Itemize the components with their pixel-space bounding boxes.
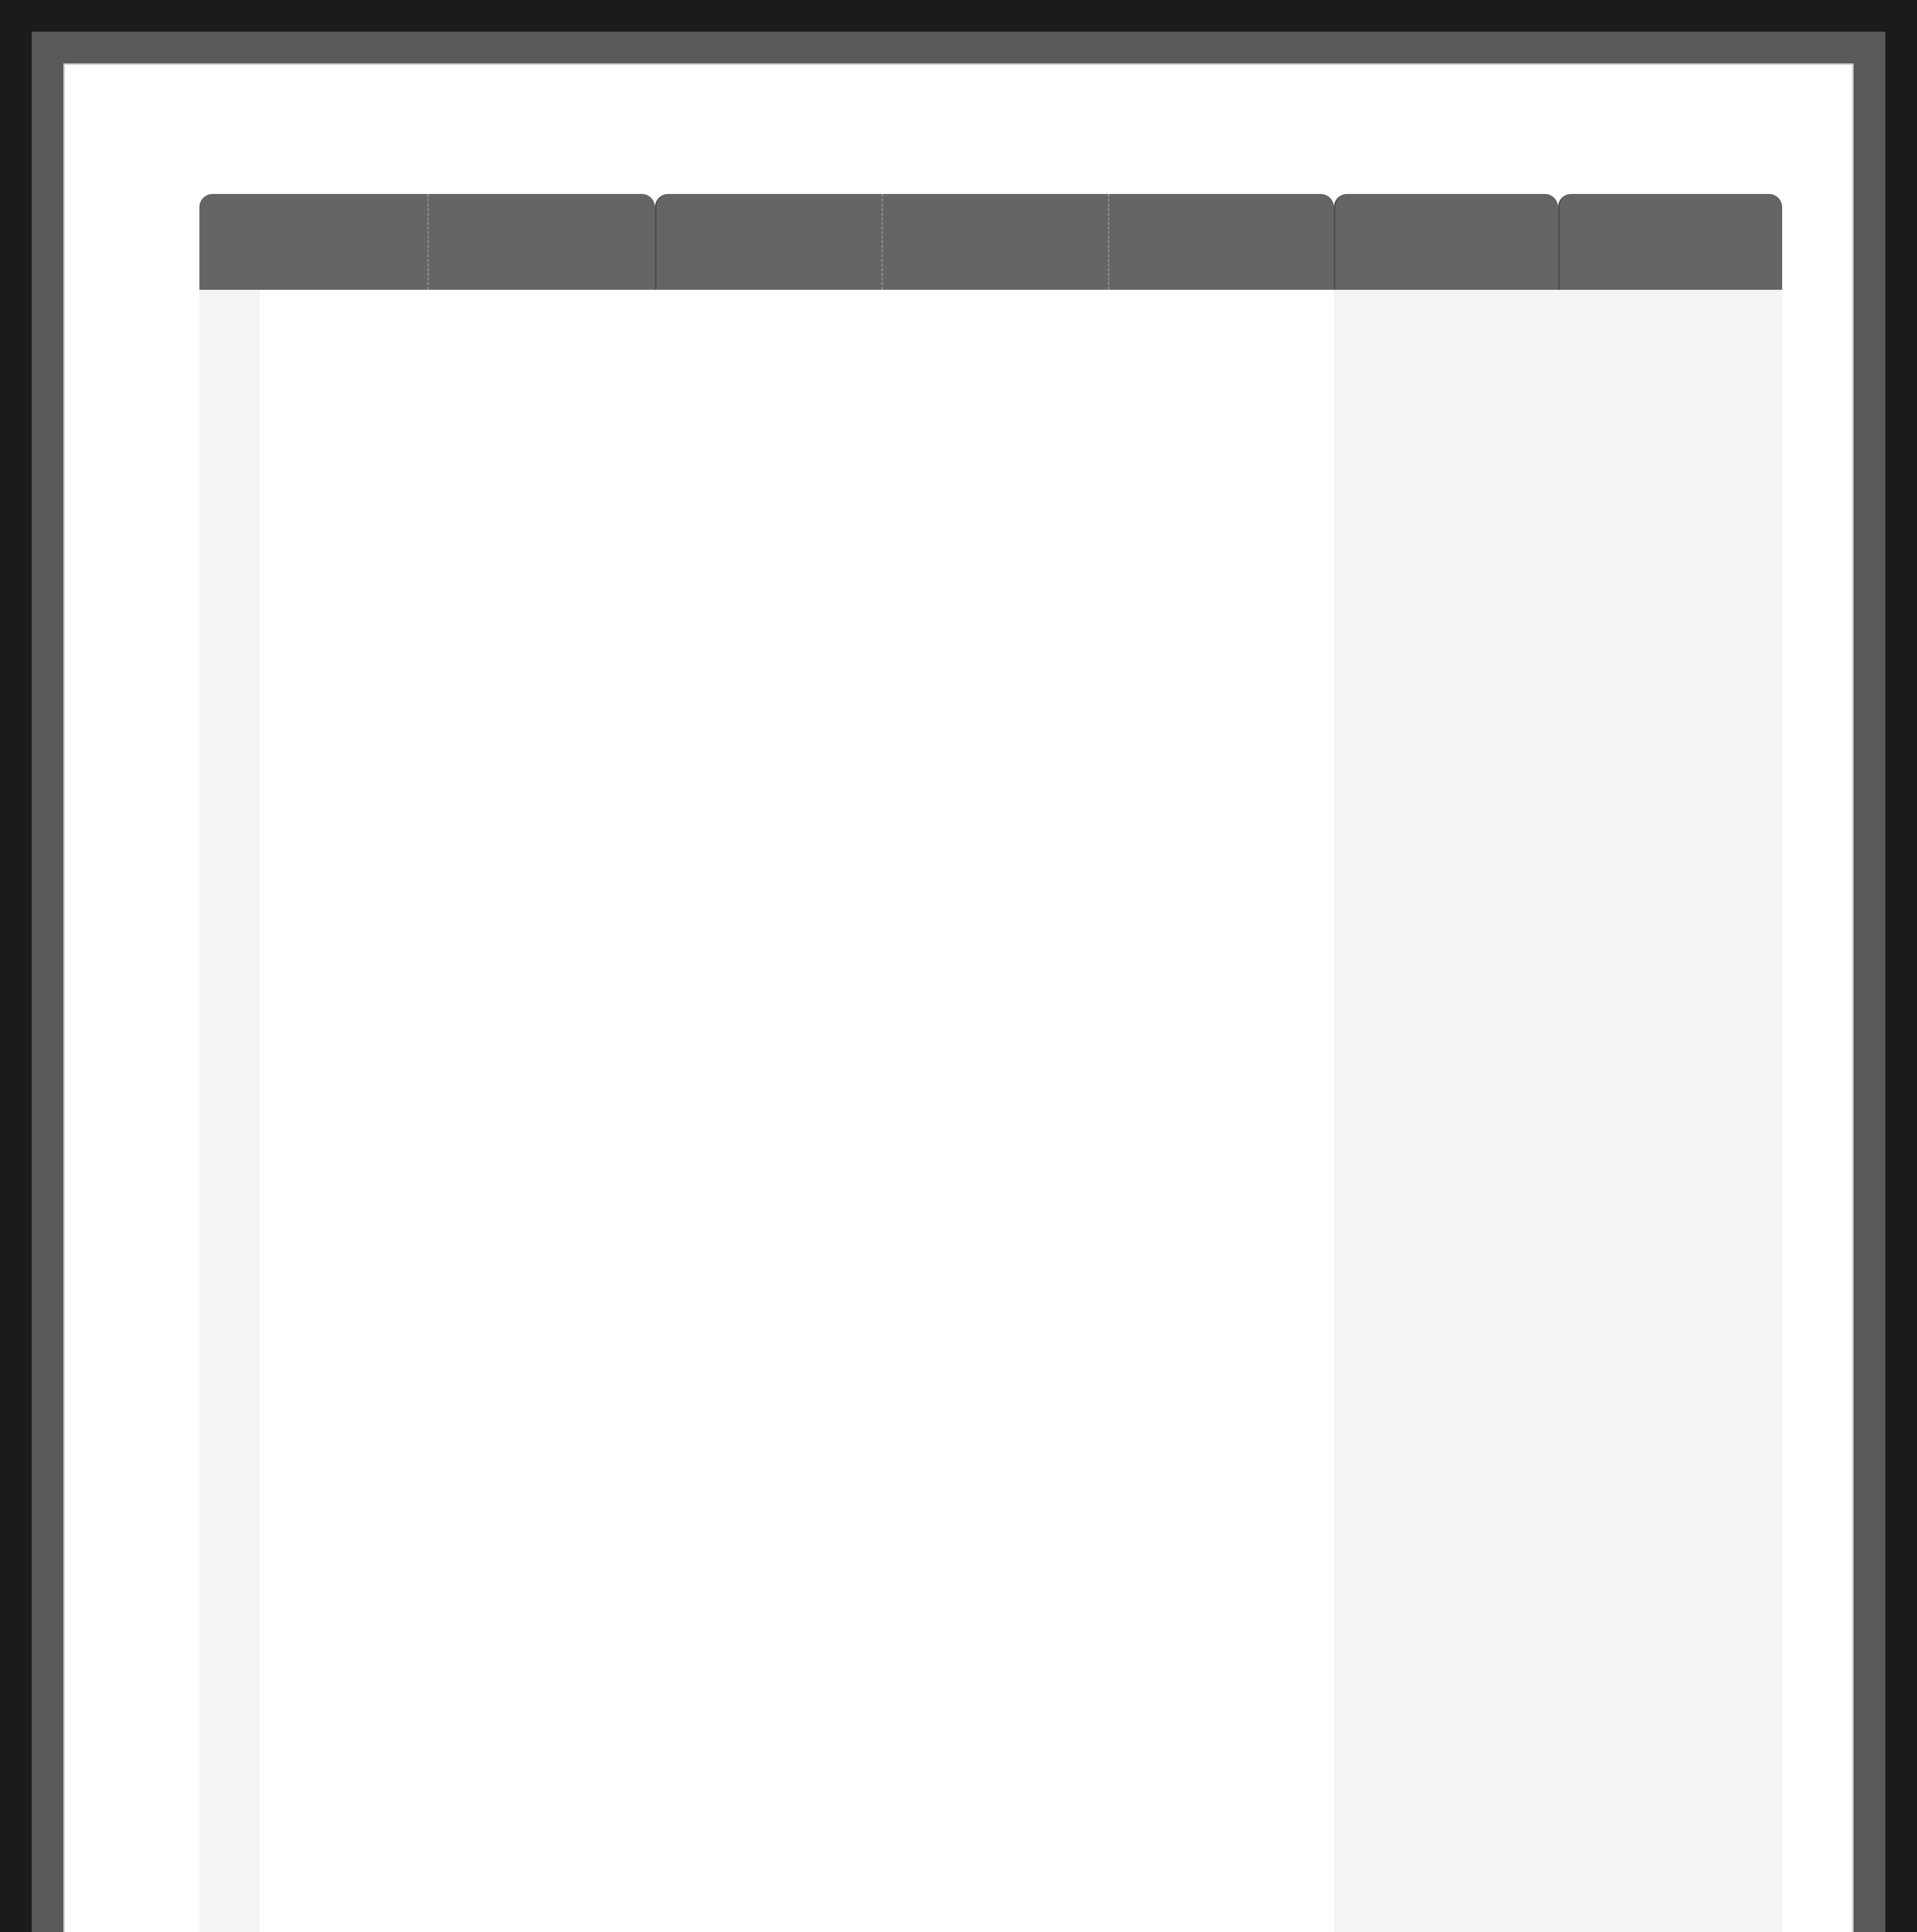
header-main-course bbox=[427, 194, 655, 290]
table-body bbox=[199, 290, 1782, 1932]
header-grammar bbox=[1108, 194, 1334, 290]
poster-mat bbox=[63, 63, 1854, 1932]
poster-frame bbox=[32, 32, 1885, 1932]
info-columns-bg bbox=[1334, 290, 1782, 1932]
header-course bbox=[199, 194, 427, 290]
header-guide bbox=[1334, 194, 1558, 290]
header-reading bbox=[655, 194, 881, 290]
curriculum-poster bbox=[65, 65, 1852, 1932]
group-column-bg bbox=[199, 290, 260, 1932]
header-review bbox=[1558, 194, 1782, 290]
header-voca bbox=[881, 194, 1108, 290]
